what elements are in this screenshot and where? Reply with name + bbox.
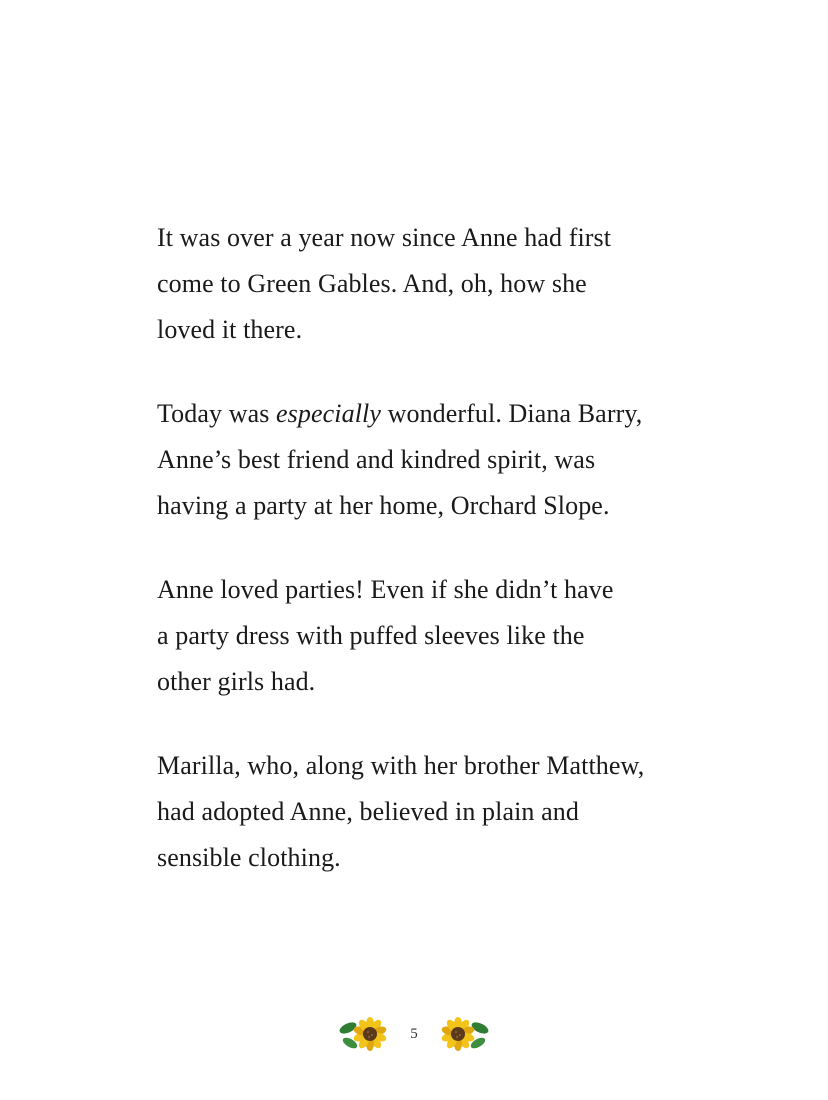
- paragraph-2: [157, 391, 717, 529]
- paragraph-1: [157, 215, 717, 353]
- text-line: had adopted Anne, believed in plain and: [157, 797, 579, 826]
- text-line: other girls had.: [157, 667, 316, 696]
- text-line: having a party at her home, Orchard Slope.: [157, 491, 610, 520]
- text-line: a party dress with puffed sleeves like the: [157, 621, 585, 650]
- page-footer: [0, 1012, 828, 1056]
- paragraph-3: [157, 567, 717, 705]
- story-text: [157, 215, 717, 919]
- text-line: It was over a year now since Anne had first: [157, 223, 612, 252]
- text-line: Marilla, who, along with her brother Matthew,: [157, 751, 645, 780]
- text-segment: wonderful. Diana Barry,: [381, 399, 643, 428]
- sunflower-icon: [434, 1014, 490, 1054]
- text-line: [157, 391, 717, 437]
- sunflower-icon: [338, 1014, 394, 1054]
- emphasized-word: especially: [276, 399, 381, 428]
- text-segment: Today was: [157, 399, 277, 428]
- text-line: loved it there.: [157, 315, 303, 344]
- paragraph-4: [157, 743, 717, 881]
- text-line: sensible clothing.: [157, 843, 341, 872]
- text-line: come to Green Gables. And, oh, how she: [157, 269, 587, 298]
- text-line: Anne’s best friend and kindred spirit, was: [157, 445, 596, 474]
- page-number: 5: [410, 1025, 418, 1042]
- text-line: Anne loved parties! Even if she didn’t have: [157, 575, 614, 604]
